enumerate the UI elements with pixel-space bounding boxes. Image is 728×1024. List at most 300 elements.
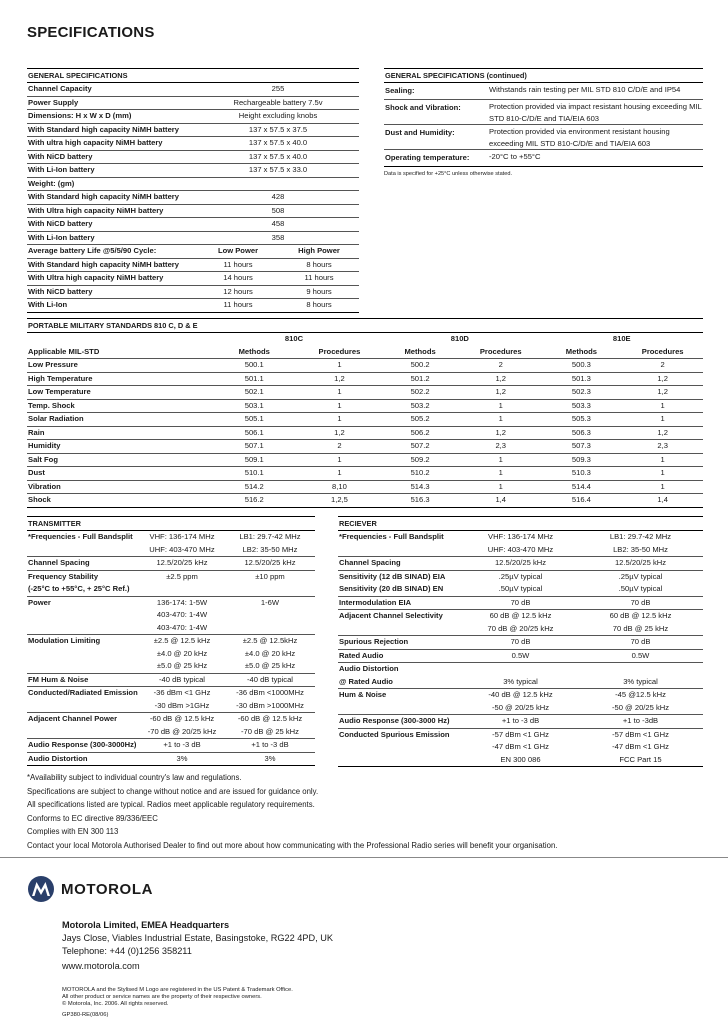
row-value: FCC Part 15: [578, 754, 703, 767]
row-value: 514.2: [209, 480, 300, 494]
table-row: [338, 689, 703, 702]
row-value: 2,3: [622, 440, 703, 454]
row-value: 12.5/20/25 kHz: [578, 557, 703, 571]
group-810e: 810E: [612, 334, 631, 343]
website-link[interactable]: www.motorola.com: [62, 961, 140, 971]
column-header: Methods: [379, 346, 461, 359]
row-label: With Li-Ion battery: [27, 231, 197, 245]
table-row: [338, 754, 703, 767]
table-row: [27, 272, 359, 286]
table-row: [27, 177, 359, 191]
row-label: Low Temperature: [27, 386, 209, 400]
row-value: 1,2: [622, 386, 703, 400]
row-value: 70 dB: [463, 596, 578, 610]
table-row: [384, 125, 703, 150]
row-value: [197, 177, 359, 191]
legal-line: All other product or service names are the property of their respective owners.: [62, 994, 262, 1001]
row-value: 507.3: [541, 440, 623, 454]
table-row: [27, 110, 359, 124]
row-value: 70 dB @ 25 kHz: [578, 623, 703, 636]
row-label: [27, 648, 139, 661]
row-value: ±5.0 @ 25 kHz: [139, 660, 225, 673]
table-row: [27, 726, 315, 739]
row-value: 500.1: [209, 359, 300, 373]
row-value: 60 dB @ 12.5 kHz: [609, 611, 672, 620]
row-label: Audio Response (300-3000Hz): [27, 739, 139, 753]
table-row: [338, 676, 703, 689]
row-label: Adjacent Channel Selectivity: [339, 611, 443, 620]
row-label: Average battery Life @5/5/90 Cycle:: [27, 245, 197, 259]
row-value: 501.2: [379, 372, 461, 386]
row-value: 1: [300, 359, 380, 373]
military-heading: PORTABLE MILITARY STANDARDS 810 C, D & E: [27, 318, 703, 333]
row-label: With Ultra high capacity NiMH battery: [27, 272, 197, 286]
row-value: ±2.5 @ 12.5kHz: [242, 636, 298, 645]
table-row: [27, 218, 359, 232]
row-label: Humidity: [27, 440, 209, 454]
motorola-batwing-icon: [27, 875, 55, 903]
table-row: [27, 123, 359, 137]
row-value: 1,2: [622, 372, 703, 386]
row-label: FM Hum & Noise: [27, 673, 139, 687]
row-label: With NiCD battery: [27, 218, 197, 232]
row-value: [139, 583, 225, 596]
table-row: [27, 285, 359, 299]
row-value: 403-470: 1-4W: [139, 622, 225, 635]
row-value: 2,3: [461, 440, 541, 454]
table-row: [338, 728, 703, 741]
legal-line: MOTOROLA and the Stylised M Logo are registered in the US Patent & Trademark Office.: [62, 987, 293, 993]
row-label: Temp. Shock: [27, 399, 209, 413]
row-value: 1,4: [461, 494, 541, 508]
table-row: [27, 399, 703, 413]
row-value: 514.4: [541, 480, 623, 494]
row-label: Rated Audio: [338, 649, 463, 663]
row-value: 505.1: [209, 413, 300, 427]
row-value: 428: [197, 191, 359, 205]
row-value: -57 dBm <1 GHz: [492, 729, 549, 739]
row-value: 137 x 57.5 x 40.0: [197, 150, 359, 164]
row-value: 12 hours: [197, 285, 279, 299]
row-label: Adjacent Channel Power: [28, 714, 118, 723]
row-value: 501.3: [541, 372, 623, 386]
military-table: [27, 333, 703, 508]
footnote: Conforms to EC directive 89/336/EEC: [27, 813, 158, 823]
row-value: 509.2: [379, 453, 461, 467]
row-label: Vibration: [27, 480, 209, 494]
row-value: ±2.5 @ 12.5 kHz: [153, 636, 211, 645]
row-value: 11 hours: [279, 272, 359, 286]
row-label: [338, 754, 463, 767]
general-specifications-continued: [384, 68, 703, 177]
table-row: [27, 494, 703, 508]
row-label: [27, 622, 139, 635]
row-value: [225, 583, 315, 596]
row-value: Rechargeable battery 7.5v: [197, 96, 359, 110]
row-label: Weight: (gm): [27, 177, 197, 191]
row-value: -50 @ 20/25 kHz: [578, 702, 703, 715]
row-value: 137 x 57.5 x 40.0: [197, 137, 359, 151]
table-row: [27, 660, 315, 673]
row-label: [27, 660, 139, 673]
phone: Telephone: +44 (0)1256 358211: [62, 946, 192, 956]
table-row: [27, 96, 359, 110]
row-label: Conducted/Radiated Emission: [28, 688, 138, 697]
hq-name: Motorola Limited, EMEA Headquarters: [62, 920, 230, 930]
row-value: 11 hours: [197, 258, 279, 272]
brand-name: MOTOROLA: [61, 880, 154, 898]
row-label: With Li-Ion battery: [27, 164, 197, 178]
table-row: [27, 467, 703, 481]
general-cont-table: [384, 83, 703, 167]
row-label: Channel Spacing: [27, 557, 139, 571]
row-value: LB2: 35-50 MHz: [225, 544, 315, 557]
row-value: 508: [197, 204, 359, 218]
row-value: 8 hours: [279, 258, 359, 272]
row-value: -70 dB @ 20/25 kHz: [139, 726, 225, 739]
row-value: -30 dBm >1000MHz: [225, 700, 315, 713]
row-value: 1: [300, 413, 380, 427]
table-row: [338, 596, 703, 610]
column-header: Methods: [209, 346, 300, 359]
table-row: [338, 741, 703, 754]
row-label: Hum & Noise: [339, 690, 387, 699]
page-title: SPECIFICATIONS: [27, 24, 155, 41]
footnotes: [27, 771, 557, 852]
column-header: Procedures: [461, 346, 541, 359]
table-row: [27, 544, 315, 557]
row-label: Power: [28, 597, 51, 607]
row-value: Protection provided via environment resistant housing exceeding MIL STD 810-C/D/E and TIA/EIA 603: [488, 125, 703, 150]
group-810d: 810D: [450, 334, 469, 343]
row-value: 514.3: [379, 480, 461, 494]
row-value: 503.2: [379, 399, 461, 413]
row-label: Audio Distortion: [339, 664, 399, 673]
column-header: Applicable MIL-STD: [27, 346, 209, 359]
table-row: [384, 150, 703, 167]
row-label: Sensitivity (20 dB SINAD) EN: [338, 583, 463, 596]
transmitter-section: [27, 516, 315, 766]
row-value: 1: [461, 453, 541, 467]
row-value: 60 dB @ 12.5 kHz: [489, 611, 552, 620]
row-value: LB1: 29.7-42 MHz: [239, 532, 301, 541]
address: Jays Close, Viables Industrial Estate, Basingstoke, RG22 4PD, UK: [62, 933, 333, 943]
row-value: 502.3: [541, 386, 623, 400]
footnote: Contact your local Motorola Authorised Dealer to find out more about how communicating with the Professional Radio series will benefit your organisation.: [27, 840, 558, 850]
row-value: 503.3: [541, 399, 623, 413]
header-row: [27, 346, 703, 359]
table-row: [27, 231, 359, 245]
row-label: [27, 700, 139, 713]
row-value: 3% typical: [578, 676, 703, 689]
row-label: Power Supply: [27, 96, 197, 110]
row-value: 0.5W: [463, 649, 578, 663]
row-value: -47 dBm <1 GHz: [612, 742, 669, 751]
table-row: [27, 713, 315, 726]
row-value: 506.2: [379, 426, 461, 440]
table-row: [27, 413, 703, 427]
table-row: [27, 137, 359, 151]
row-label: [27, 726, 139, 739]
row-value: 516.3: [379, 494, 461, 508]
row-value: 1: [622, 413, 703, 427]
table-row: [27, 609, 315, 622]
row-value: 12.5/20/25 kHz: [463, 557, 578, 571]
row-value: -60 dB @ 12.5 kHz: [237, 714, 303, 723]
row-value: 137 x 57.5 x 37.5: [197, 123, 359, 137]
row-value: 458: [197, 218, 359, 232]
footnote: *Availability subject to individual country's law and regulations.: [27, 773, 242, 782]
row-label: With ultra high capacity NiMH battery: [27, 137, 197, 151]
row-value: 1,2: [461, 426, 541, 440]
table-row: [27, 596, 315, 609]
table-row: [384, 100, 703, 125]
row-value: UHF: 403-470 MHz: [139, 544, 225, 557]
row-value: -60 dB @ 12.5 kHz: [149, 714, 215, 723]
row-value: 12.5/20/25 kHz: [139, 557, 225, 571]
row-value: -57 dBm <1 GHz: [612, 729, 669, 739]
row-value: 8 hours: [279, 299, 359, 313]
table-row: [27, 426, 703, 440]
row-value: 1: [622, 453, 703, 467]
row-value: 509.1: [209, 453, 300, 467]
row-label: [27, 609, 139, 622]
row-value: VHF: 136-174 MHz: [488, 532, 553, 541]
row-value: 506.3: [541, 426, 623, 440]
row-value: 3% typical: [463, 676, 578, 689]
row-label: With Standard high capacity NiMH battery: [27, 123, 197, 137]
row-label: With Standard high capacity NiMH battery: [27, 191, 197, 205]
row-value: 0.5W: [578, 649, 703, 663]
row-value: 1,2: [300, 372, 380, 386]
row-label: Audio Response (300-3000 Hz): [338, 715, 463, 729]
table-row: [338, 623, 703, 636]
row-value: 516.2: [209, 494, 300, 508]
row-value: -45 @12.5 kHz: [615, 690, 666, 699]
row-value: -40 dB typical: [139, 673, 225, 687]
row-value: [578, 663, 703, 676]
row-value: .25µV typical: [618, 571, 663, 581]
column-header: Procedures: [622, 346, 703, 359]
table-row: [27, 150, 359, 164]
table-row: [27, 635, 315, 648]
row-value: [225, 609, 315, 622]
row-label: Dimensions: H x W x D (mm): [27, 110, 197, 124]
row-label: Salt Fog: [27, 453, 209, 467]
footnote: All specifications listed are typical. Radios meet applicable regulatory requirements.: [27, 800, 315, 809]
table-row: [338, 583, 703, 596]
table-row: [27, 739, 315, 753]
row-label: Shock: [27, 494, 209, 508]
table-row: [27, 204, 359, 218]
row-value: 505.3: [541, 413, 623, 427]
row-value: +1 to -3 dB: [225, 739, 315, 753]
row-label: Sensitivity (12 dB SINAD) EIA: [339, 571, 446, 581]
general-table: [27, 83, 359, 313]
row-value: ±4.0 @ 20 kHz: [244, 648, 296, 658]
row-value: 70 dB: [578, 596, 703, 610]
row-value: 70 dB: [578, 636, 703, 650]
row-value: 507.1: [209, 440, 300, 454]
row-value: 1: [461, 413, 541, 427]
row-value: 358: [197, 231, 359, 245]
row-value: 1: [300, 399, 380, 413]
row-label: Low Pressure: [27, 359, 209, 373]
table-row: [27, 299, 359, 313]
row-label: With NiCD battery: [27, 285, 197, 299]
column-header: Procedures: [300, 346, 380, 359]
row-value: -20°C to +55°C: [488, 150, 703, 167]
legal-text: [62, 987, 293, 1019]
table-row: [27, 83, 359, 96]
row-value: 70 dB @ 20/25 kHz: [463, 623, 578, 636]
row-value: LB1: 29.7-42 MHz: [609, 532, 672, 541]
row-value: 2: [300, 440, 380, 454]
table-row: [27, 700, 315, 713]
table-row: [27, 453, 703, 467]
row-value: UHF: 403-470 MHz: [463, 544, 578, 557]
row-value: 11 hours: [197, 299, 279, 313]
row-value: 1: [622, 480, 703, 494]
group-810c: 810C: [284, 334, 304, 343]
row-value: 2: [622, 359, 703, 373]
row-value: Withstands rain testing per MIL STD 810 C/D/E and IP54: [488, 83, 703, 100]
row-value: +1 to -3 dB: [139, 739, 225, 753]
table-row: [338, 531, 703, 544]
row-value: 136-174: 1-5W: [156, 597, 208, 607]
row-value: [463, 663, 578, 676]
table-row: [27, 258, 359, 272]
row-value: 3%: [139, 752, 225, 766]
table-row: [338, 636, 703, 650]
row-value: LB2: 35-50 MHz: [578, 544, 703, 557]
row-value: 1: [622, 399, 703, 413]
row-value: ±10 ppm: [255, 571, 285, 581]
row-value: 510.2: [379, 467, 461, 481]
row-label: Sealing:: [384, 83, 488, 100]
row-value: 501.1: [209, 372, 300, 386]
footnote: Complies with EN 300 113: [27, 827, 119, 836]
transmitter-table: [27, 531, 315, 766]
table-row: [27, 570, 315, 583]
row-value: 137 x 57.5 x 33.0: [197, 164, 359, 178]
table-row: [27, 191, 359, 205]
row-value: 500.3: [541, 359, 623, 373]
row-value: 1,2: [461, 372, 541, 386]
row-value: Height excluding knobs: [197, 110, 359, 124]
table-row: [384, 83, 703, 100]
table-row: [27, 557, 315, 571]
row-label: [338, 544, 463, 557]
table-row: [27, 673, 315, 687]
row-value: 1,4: [622, 494, 703, 508]
footnote: Specifications are subject to change without notice and are issued for guidance only.: [27, 786, 319, 796]
table-row: [27, 164, 359, 178]
motorola-logo: [27, 875, 153, 903]
table-row: [338, 544, 703, 557]
table-row: [338, 557, 703, 571]
row-label: [338, 741, 463, 754]
row-value: 9 hours: [279, 285, 359, 299]
row-value: 70 dB: [463, 636, 578, 650]
table-row: [338, 570, 703, 583]
general-cont-heading: GENERAL SPECIFICATIONS (continued): [384, 68, 703, 83]
row-label: With Ultra high capacity NiMH battery: [27, 204, 197, 218]
table-row: [27, 648, 315, 661]
row-value: 507.2: [379, 440, 461, 454]
row-value: 1: [461, 467, 541, 481]
table-row: [27, 583, 315, 596]
row-label: Operating temperature:: [384, 150, 488, 167]
row-value: -36 dBm <1 GHz: [153, 688, 211, 697]
table-row: [27, 359, 703, 373]
table-row: [27, 372, 703, 386]
row-label: With Standard high capacity NiMH battery: [27, 258, 197, 272]
row-value: 1: [300, 453, 380, 467]
legal-line: © Motorola, Inc. 2006. All rights reserved.: [62, 1001, 169, 1008]
table-row: [27, 440, 703, 454]
row-label: [338, 702, 463, 715]
row-value: 3%: [225, 752, 315, 766]
receiver-section: [338, 516, 703, 767]
row-value: -50 @ 20/25 kHz: [463, 702, 578, 715]
row-value: -70 dB @ 25 kHz: [225, 726, 315, 739]
row-label: With Li-Ion: [27, 299, 197, 313]
row-label: Modulation Limiting: [28, 636, 101, 645]
row-label: Audio Distortion: [27, 752, 139, 766]
data-note: Data is specified for +25°C unless otherwise stated.: [384, 171, 513, 177]
row-value: 255: [197, 83, 359, 96]
table-row: [27, 622, 315, 635]
row-label: With NiCD battery: [27, 150, 197, 164]
row-label: @ Rated Audio: [338, 676, 463, 689]
row-value: 1: [461, 480, 541, 494]
legal-line: GP380-RE(08/06): [62, 1011, 109, 1018]
row-value: 503.1: [209, 399, 300, 413]
general-heading: GENERAL SPECIFICATIONS: [27, 68, 359, 83]
row-value: 502.2: [379, 386, 461, 400]
transmitter-heading: TRANSMITTER: [27, 516, 315, 531]
row-value: 1,2: [622, 426, 703, 440]
table-row: [338, 715, 703, 729]
row-value: 12.5/20/25 kHz: [225, 557, 315, 571]
row-value: -36 dBm <1000MHz: [236, 688, 304, 697]
row-label: High Temperature: [27, 372, 209, 386]
row-value: 1,2,5: [300, 494, 380, 508]
table-row: [338, 663, 703, 676]
table-row: [27, 687, 315, 700]
row-value: Protection provided via impact resistant housing exceeding MIL STD 810-C/D/E and TIA/EIA 603: [488, 100, 703, 125]
row-value: 500.2: [379, 359, 461, 373]
table-row: [338, 610, 703, 623]
row-value: 1: [300, 467, 380, 481]
row-value: 502.1: [209, 386, 300, 400]
row-value: +1 to -3 dB: [463, 715, 578, 729]
row-value: 516.4: [541, 494, 623, 508]
row-value: .50µV typical: [463, 583, 578, 596]
row-label: (-25°C to +55°C, + 25°C Ref.): [27, 583, 139, 596]
row-value: Low Power: [197, 245, 279, 259]
row-label: [338, 623, 463, 636]
row-value: 510.3: [541, 467, 623, 481]
address-block: [62, 919, 333, 973]
table-row: [338, 702, 703, 715]
row-value: 1: [622, 467, 703, 481]
table-row: [27, 480, 703, 494]
divider: [0, 857, 728, 858]
row-label: Shock and Vibration:: [384, 100, 488, 125]
row-value: 1,2: [461, 386, 541, 400]
